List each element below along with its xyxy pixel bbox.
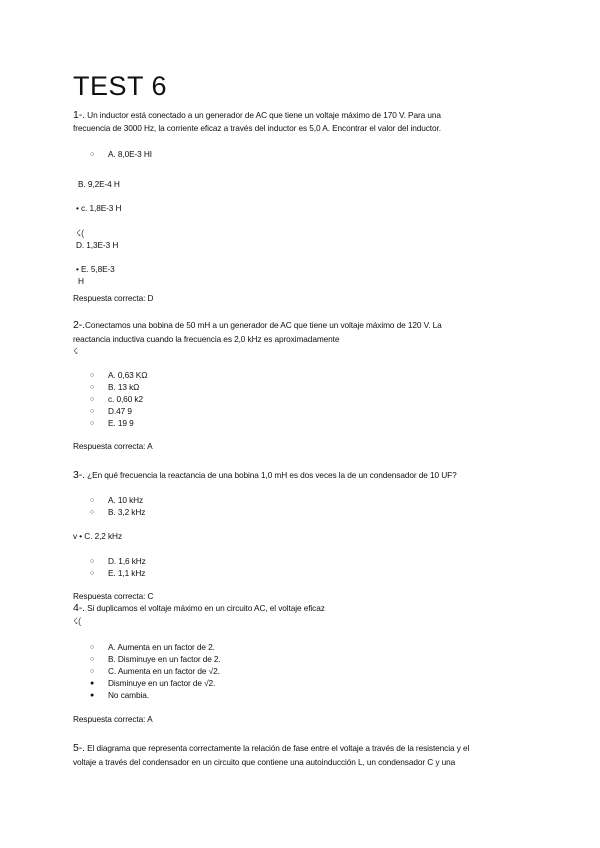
- q2-mark-icon: ☇: [73, 346, 79, 356]
- q3-option-e: E. 1,1 kHz: [108, 568, 146, 578]
- question-4-line-1: 4-. Si duplicamos el voltaje máximo en un circuito AC, el voltaje eficaz: [73, 602, 325, 614]
- question-2-number: 2-.: [73, 319, 85, 331]
- circle-bullet-icon: ○: [90, 420, 95, 427]
- question-5-line-1: 5-. El diagrama que representa correctamente la relación de fase entre el voltaje a través de la resistencia y el: [73, 742, 470, 754]
- q4-option-d: Disminuye en un factor de √2.: [108, 678, 216, 688]
- circle-bullet-icon: ○: [90, 384, 95, 391]
- question-1-number: 1-.: [73, 109, 85, 121]
- q1-option-b: B. 9,2E-4 H: [78, 179, 120, 189]
- question-4-number: 4-.: [73, 602, 85, 614]
- q1-option-a: A. 8,0E-3 HI: [108, 149, 152, 159]
- q4-option-c: C. Aumenta en un factor de √2.: [108, 666, 220, 676]
- q4-option-e: No cambia.: [108, 690, 149, 700]
- q2-option-b: B. 13 kΩ: [108, 382, 140, 392]
- q1-mark-icon: ☇(: [76, 228, 85, 238]
- q4-answer: Respuesta correcta: A: [73, 714, 153, 724]
- page-title: TEST 6: [73, 71, 168, 101]
- circle-bullet-icon: ○: [90, 558, 95, 565]
- q4-mark-icon: ☇(: [73, 616, 82, 626]
- filled-bullet-icon: ●: [90, 692, 95, 699]
- q1-option-e: • E. 5,8E-3: [76, 264, 115, 274]
- circle-bullet-icon: ○: [90, 509, 95, 516]
- q2-option-c: c. 0,60 k2: [108, 394, 143, 404]
- question-5-number: 5-.: [73, 742, 85, 754]
- q4-option-a: A. Aumenta en un factor de 2.: [108, 642, 215, 652]
- q3-option-b: B. 3,2 kHz: [108, 507, 146, 517]
- circle-bullet-icon: ○: [90, 497, 95, 504]
- q1-answer: Respuesta correcta: D: [73, 293, 154, 303]
- question-1-line-2: frecuencia de 3000 Hz, la corriente eficaz a través del inductor es 5,0 A. Encontrar el valor del inductor.: [73, 123, 441, 133]
- q1-option-e-unit: H: [78, 276, 84, 286]
- q4-option-b: B. Disminuye en un factor de 2.: [108, 654, 221, 664]
- circle-bullet-icon: ○: [90, 396, 95, 403]
- q2-answer: Respuesta correcta: A: [73, 441, 153, 451]
- q1-option-c: • c. 1,8E-3 H: [76, 203, 122, 213]
- circle-bullet-icon: ○: [90, 644, 95, 651]
- circle-bullet-icon: ○: [90, 668, 95, 675]
- question-1-line-1: 1-. Un inductor está conectado a un generador de AC que tiene un voltaje máximo de 170 V. Para una: [73, 109, 441, 121]
- circle-bullet-icon: ○: [90, 372, 95, 379]
- q3-option-c: v • C. 2,2 kHz: [73, 531, 122, 541]
- question-5-line-2: voltaje a través del condensador en un circuito que contiene una autoinducción L, un condensador C y una: [73, 757, 456, 767]
- q1-option-d: D. 1,3E-3 H: [76, 240, 119, 250]
- question-2-line-1: 2-.Conectamos una bobina de 50 mH a un generador de AC que tiene un voltaje máximo de 120 V. La: [73, 319, 442, 331]
- q3-option-a: A. 10 kHz: [108, 495, 144, 505]
- question-2-line-2: reactancia inductiva cuando la frecuencia es 2,0 kHz es aproximadamente: [73, 334, 340, 344]
- circle-bullet-icon: ○: [90, 656, 95, 663]
- q2-option-d: D.47 9: [108, 406, 132, 416]
- q3-option-d: D. 1,6 kHz: [108, 556, 146, 566]
- q2-option-e: E. 19 9: [108, 418, 134, 428]
- filled-bullet-icon: ●: [90, 680, 95, 687]
- q3-answer: Respuesta correcta: C: [73, 591, 154, 601]
- q2-option-a: A. 0,63 KΩ: [108, 370, 148, 380]
- circle-bullet-icon: ○: [90, 570, 95, 577]
- circle-bullet-icon: ○: [90, 151, 95, 158]
- question-3-number: 3-.: [73, 469, 85, 481]
- circle-bullet-icon: ○: [90, 408, 95, 415]
- question-3-line-1: 3-. ¿En qué frecuencia la reactancia de una bobina 1,0 mH es dos veces la de un condensador de 10 UF?: [73, 469, 457, 481]
